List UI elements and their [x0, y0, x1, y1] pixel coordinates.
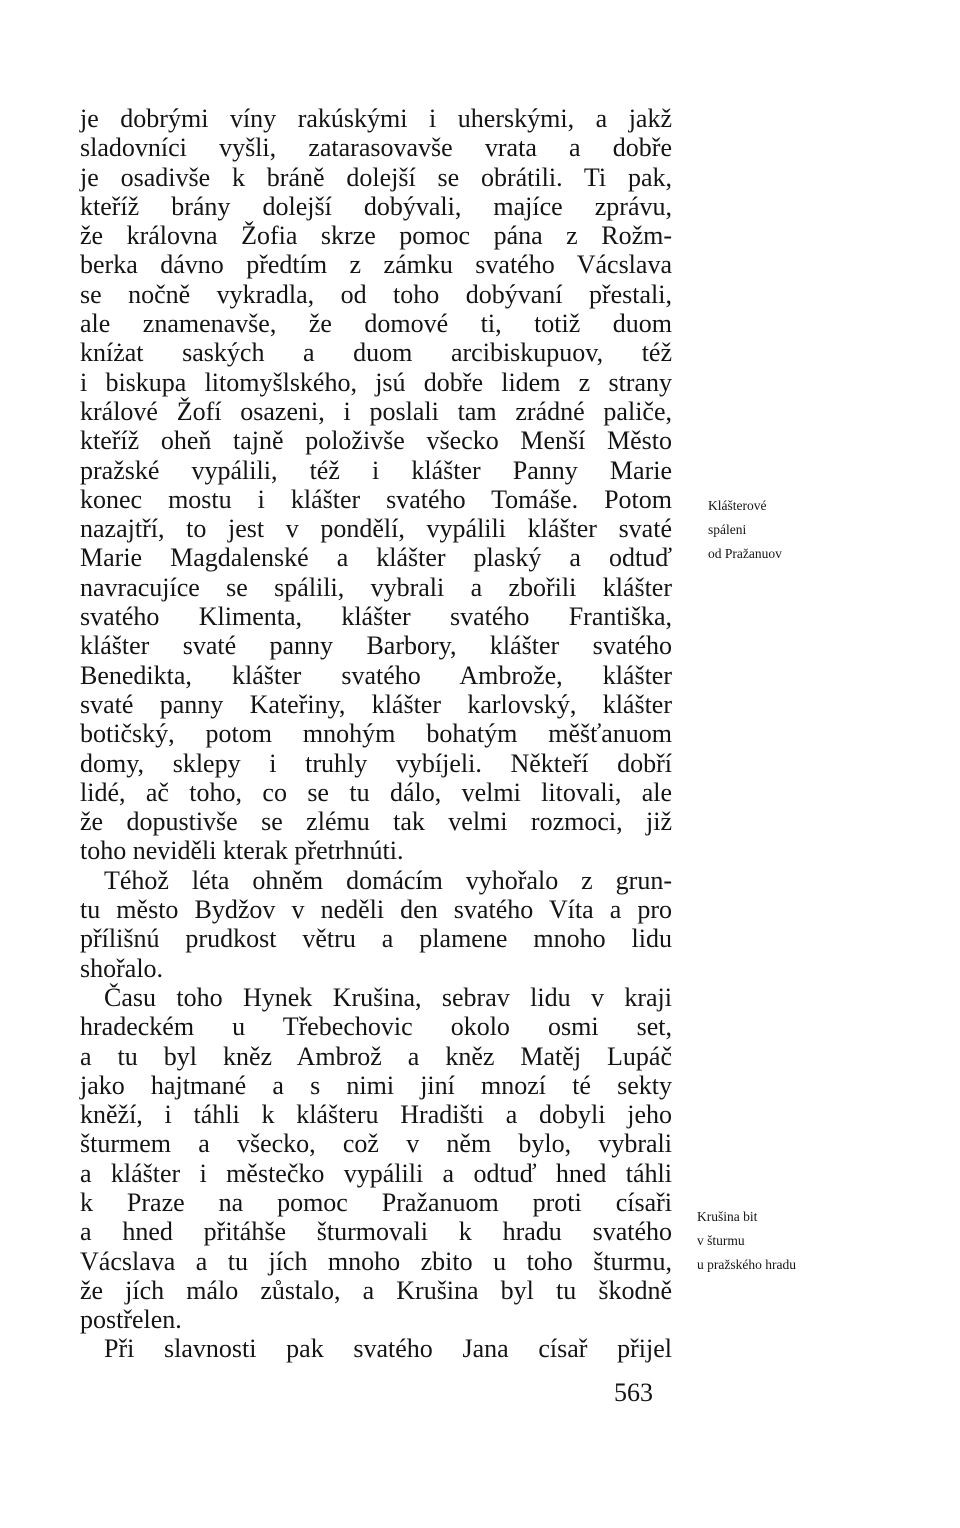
- marginal-note-line: Krušina bit: [697, 1209, 758, 1224]
- paragraph-2: [80, 866, 672, 983]
- text-line: botičský, potom mnohým bohatým měšťanuom: [80, 719, 672, 749]
- paragraph-1: [80, 104, 672, 866]
- text-line: Při slavnosti pak svatého Jana císař přijel: [104, 1334, 672, 1364]
- text-line: toho neviděli kterak přetrhnúti.: [80, 836, 404, 866]
- text-line: konec mostu i klášter svatého Tomáše. Potom: [80, 484, 672, 514]
- text-line: pražské vypálili, též i klášter Panny Marie: [80, 455, 672, 485]
- marginal-note-krusina-beaten: [697, 1205, 877, 1277]
- text-line: svatého Klimenta, klášter svatého Františka,: [80, 602, 672, 632]
- text-line: je dobrými víny rakúskými i uherskými, a jakž: [80, 104, 672, 133]
- marginal-note-line: od Pražanuov: [708, 546, 782, 561]
- text-line: kníżat saských a duom arcibiskupuov, též: [80, 338, 672, 368]
- main-text-column: [80, 104, 672, 1364]
- text-line: že jích málo zůstalo, a Krušina byl tu škodně: [80, 1275, 672, 1305]
- text-line: tu město Bydžov v neděli den svatého Víta a pro: [80, 895, 672, 925]
- text-line: se nočně vykradla, od toho dobývaní přestali,: [80, 279, 672, 309]
- text-line: Téhož léta ohněm domácím vyhořalo z grun-: [104, 865, 672, 895]
- text-line: shořalo.: [80, 953, 164, 983]
- text-line: berka dávno předtím z zámku svatého Vácslava: [80, 250, 672, 280]
- text-line: kteříž oheň tajně položivše všecko Menší Město: [80, 426, 672, 456]
- text-line: lidé, ač toho, co se tu dálo, velmi litovali, ale: [80, 777, 672, 807]
- text-line: králové Žofí osazeni, i poslali tam zrádné paliče,: [80, 396, 672, 426]
- marginal-note-line: spáleni: [708, 522, 747, 537]
- text-line: a klášter i městečko vypálili a odtuď hned táhli: [80, 1158, 672, 1188]
- text-line: hradeckém u Třebechovic okolo osmi set,: [80, 1012, 672, 1042]
- text-line: Času toho Hynek Krušina, sebrav lidu v kraji: [104, 982, 672, 1012]
- text-line: sladovníci vyšli, zatarasovavše vrata a dobře: [80, 133, 672, 163]
- text-line: a tu byl kněz Ambrož a kněz Matěj Lupáč: [80, 1041, 672, 1071]
- text-line: k Praze na pomoc Pražanuom proti císaři: [80, 1187, 672, 1217]
- text-line: ale znamenavše, že domové ti, totiž duom: [80, 309, 672, 339]
- text-line: postřelen.: [80, 1305, 182, 1335]
- text-line: kněží, i táhli k klášteru Hradišti a dobyli jeho: [80, 1100, 672, 1130]
- marginal-note-line: u pražského hradu: [697, 1257, 796, 1272]
- text-line: Vácslava a tu jích mnoho zbito u toho šturmu,: [80, 1246, 672, 1276]
- text-line: klášter svaté panny Barbory, klášter svatého: [80, 631, 672, 661]
- text-line: i biskupa litomyšlského, jsú dobře lidem z strany: [80, 367, 672, 397]
- text-line: že dopustivše se zlému tak velmi rozmoci, již: [80, 807, 672, 837]
- marginal-note-monasteries-burned: [708, 494, 888, 566]
- text-line: svaté panny Kateřiny, klášter karlovský, klášter: [80, 689, 672, 719]
- text-line: Benedikta, klášter svatého Ambrože, klášter: [80, 660, 672, 690]
- text-line: jako hajtmané a s nimi jiní mnozí té sekty: [80, 1070, 672, 1100]
- marginal-note-line: v šturmu: [697, 1233, 745, 1248]
- text-line: domy, sklepy i truhly vybíjeli. Někteří dobří: [80, 748, 672, 778]
- text-line: že královna Žofia skrze pomoc pána z Rožm-: [80, 221, 672, 251]
- page-number: 563: [614, 1378, 653, 1407]
- text-line: a hned přitáhše šturmovali k hradu svatého: [80, 1217, 672, 1247]
- text-line: je osadivše k bráně dolejší se obrátili. Ti pak,: [80, 162, 672, 192]
- text-line: šturmem a všecko, což v něm bylo, vybrali: [80, 1129, 672, 1159]
- text-line: navracujíce se spálili, vybrali a zbořili klášter: [80, 572, 672, 602]
- paragraph-4: [80, 1334, 672, 1363]
- text-line: kteříž brány dolejší dobývali, majíce zprávu,: [80, 191, 672, 221]
- marginal-note-line: Klášterové: [708, 498, 767, 513]
- text-line: Marie Magdalenské a klášter plaský a odtuď: [80, 543, 672, 573]
- text-line: přílišnú prudkost větru a plamene mnoho lidu: [80, 924, 672, 954]
- paragraph-3: [80, 983, 672, 1335]
- text-line: nazajtří, to jest v pondělí, vypálili klášter svaté: [80, 514, 672, 544]
